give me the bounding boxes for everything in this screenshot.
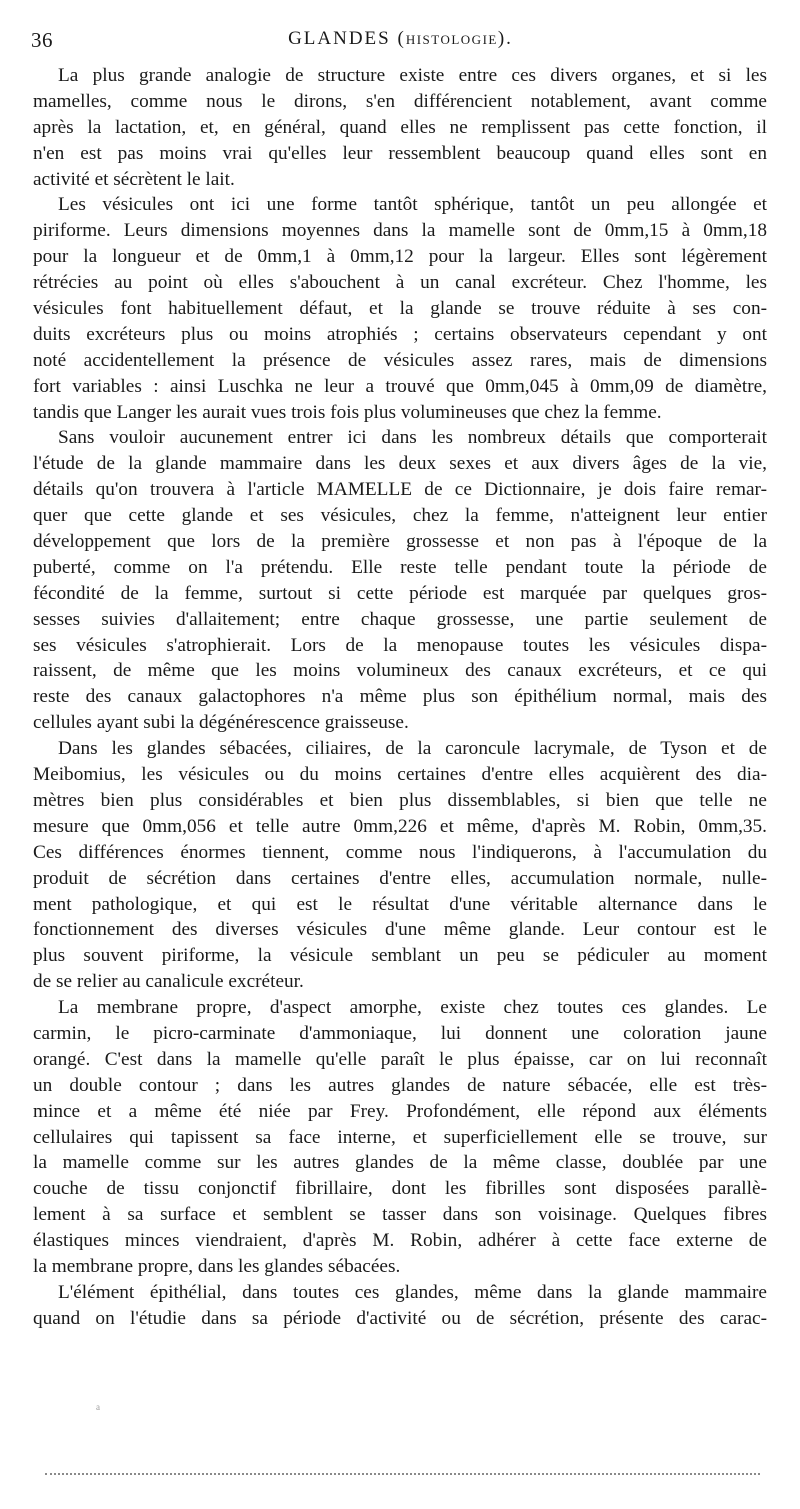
paragraph bbox=[33, 1280, 767, 1332]
footer-dotted-rule bbox=[45, 1473, 760, 1475]
text-line: pour la longueur et de 0mm,1 à 0mm,12 pour la largeur. Elles sont légèrement bbox=[33, 246, 767, 268]
text-line: élastiques minces viendraient, d'après M. Robin, adhérer à cette face externe de bbox=[33, 1230, 767, 1252]
text-line: L'élément épithélial, dans toutes ces glandes, même dans la glande mammaire bbox=[58, 1281, 767, 1303]
text-line: l'étude de la glande mammaire dans les deux sexes et aux divers âges de la vie, bbox=[33, 453, 767, 475]
running-head bbox=[31, 28, 770, 56]
text-line: sesses suivies d'allaitement; entre chaque grossesse, une partie seulement de bbox=[33, 608, 767, 630]
text-line: duits excréteurs plus ou moins atrophiés ; certains observateurs cependant y ont bbox=[33, 323, 767, 345]
text-line: La membrane propre, d'aspect amorphe, existe chez toutes ces glandes. Le bbox=[58, 997, 767, 1019]
running-title-end: ). bbox=[497, 28, 513, 49]
text-line: Meibomius, les vésicules ou du moins certaines d'entre elles acquièrent des dia- bbox=[33, 764, 767, 786]
paragraph bbox=[33, 995, 767, 1280]
text-line: piriforme. Leurs dimensions moyennes dans la mamelle sont de 0mm,15 à 0mm,18 bbox=[33, 220, 767, 242]
text-line: la mamelle comme sur les autres glandes de la même classe, doublée par une bbox=[33, 1152, 767, 1174]
text-line: carmin, le picro-carminate d'ammoniaque, lui donnent une coloration jaune bbox=[33, 1022, 767, 1044]
paragraph bbox=[33, 63, 767, 192]
text-line: couche de tissu conjonctif fibrillaire, dont les fibrilles sont disposées parallè- bbox=[33, 1178, 767, 1200]
text-line: produit de sécrétion dans certaines d'entre elles, accumulation normale, nulle- bbox=[33, 867, 767, 889]
paragraph bbox=[33, 425, 767, 736]
text-line: orangé. C'est dans la mamelle qu'elle paraît le plus épaisse, car on lui reconnaît bbox=[33, 1048, 767, 1070]
running-title-main: GLANDES ( bbox=[288, 28, 406, 49]
text-line: plus souvent piriforme, la vésicule semblant un peu se pédiculer au moment bbox=[33, 945, 767, 967]
text-line: puberté, comme on l'a prétendu. Elle reste telle pendant toute la période de bbox=[33, 556, 767, 578]
text-line: Ces différences énormes tiennent, comme nous l'indiquerons, à l'accumulation du bbox=[33, 841, 767, 863]
text-line: Les vésicules ont ici une forme tantôt sphérique, tantôt un peu allongée et bbox=[58, 194, 767, 216]
text-line: un double contour ; dans les autres glandes de nature sébacée, elle est très- bbox=[33, 1074, 767, 1096]
text-line: La plus grande analogie de structure existe entre ces divers organes, et si les bbox=[58, 65, 767, 86]
running-title bbox=[31, 28, 770, 50]
text-line: développement que lors de la première grossesse et non pas à l'époque de la bbox=[33, 531, 767, 553]
text-line: ses vésicules s'atrophierait. Lors de la menopause toutes les vésicules dispa- bbox=[33, 634, 767, 656]
text-line: mince et a même été niée par Frey. Profondément, elle répond aux éléments bbox=[33, 1100, 767, 1122]
text-line: n'en est pas moins vrai qu'elles leur ressemblent beaucoup quand elles sont en bbox=[33, 142, 767, 164]
text-line: activité et sécrètent le lait. bbox=[33, 168, 235, 190]
text-line: après la lactation, et, en général, quand elles ne remplissent pas cette fonction, il bbox=[33, 116, 767, 138]
text-line: reste des canaux galactophores n'a même plus son épithélium normal, mais des bbox=[33, 686, 767, 708]
text-line: cellules ayant subi la dégénérescence graisseuse. bbox=[33, 712, 409, 734]
stray-mark: a bbox=[96, 1402, 100, 1412]
text-line: Dans les glandes sébacées, ciliaires, de la caroncule lacrymale, de Tyson et de bbox=[58, 738, 767, 760]
text-line: mètres bien plus considérables et bien plus dissemblables, si bien que telle ne bbox=[33, 789, 767, 811]
text-line: noté accidentellement la présence de vésicules assez rares, mais de dimensions bbox=[33, 349, 767, 371]
text-line: cellulaires qui tapissent sa face interne, et superficiellement elle se trouve, sur bbox=[33, 1126, 767, 1148]
text-line: ment pathologique, et qui est le résultat d'une véritable alternance dans le bbox=[33, 893, 767, 915]
text-line: raissent, de même que les moins volumineux des canaux excréteurs, et ce qui bbox=[33, 660, 767, 682]
paragraph bbox=[33, 192, 767, 425]
text-line: lement à sa surface et semblent se tasser dans son voisinage. Quelques fibres bbox=[33, 1204, 767, 1226]
paragraph bbox=[33, 736, 767, 995]
text-line: mamelles, comme nous le dirons, s'en différencient notablement, avant comme bbox=[33, 90, 767, 112]
text-line: de se relier au canalicule excréteur. bbox=[33, 971, 304, 993]
text-line: Sans vouloir aucunement entrer ici dans les nombreux détails que comporterait bbox=[58, 427, 767, 449]
body-text bbox=[33, 63, 767, 1332]
text-line: rétrécies au point où elles s'abouchent à un canal excréteur. Chez l'homme, les bbox=[33, 272, 767, 294]
text-line: vésicules font habituellement défaut, et la glande se trouve réduite à ses con- bbox=[33, 298, 767, 320]
running-title-small-caps: HISTOLOGIE bbox=[405, 32, 498, 47]
text-line: détails qu'on trouvera à l'article MAMELLE de ce Dictionnaire, je dois faire remar- bbox=[33, 479, 767, 501]
text-line: quer que cette glande et ses vésicules, chez la femme, n'atteignent leur entier bbox=[33, 505, 767, 527]
text-line: fonctionnement des diverses vésicules d'une même glande. Leur contour est le bbox=[33, 919, 767, 941]
text-line: fort variables : ainsi Luschka ne leur a trouvé que 0mm,045 à 0mm,09 de diamètre, bbox=[33, 375, 767, 397]
text-line: mesure que 0mm,056 et telle autre 0mm,226 et même, d'après M. Robin, 0mm,35. bbox=[33, 815, 767, 837]
text-line: tandis que Langer les aurait vues trois fois plus volumineuses que chez la femme. bbox=[33, 401, 662, 423]
page-number: 36 bbox=[31, 28, 53, 52]
text-line: fécondité de la femme, surtout si cette période est marquée par quelques gros- bbox=[33, 582, 767, 604]
text-line: quand on l'étudie dans sa période d'activité ou de sécrétion, présente des carac- bbox=[33, 1307, 767, 1329]
text-line: la membrane propre, dans les glandes sébacées. bbox=[33, 1255, 401, 1277]
